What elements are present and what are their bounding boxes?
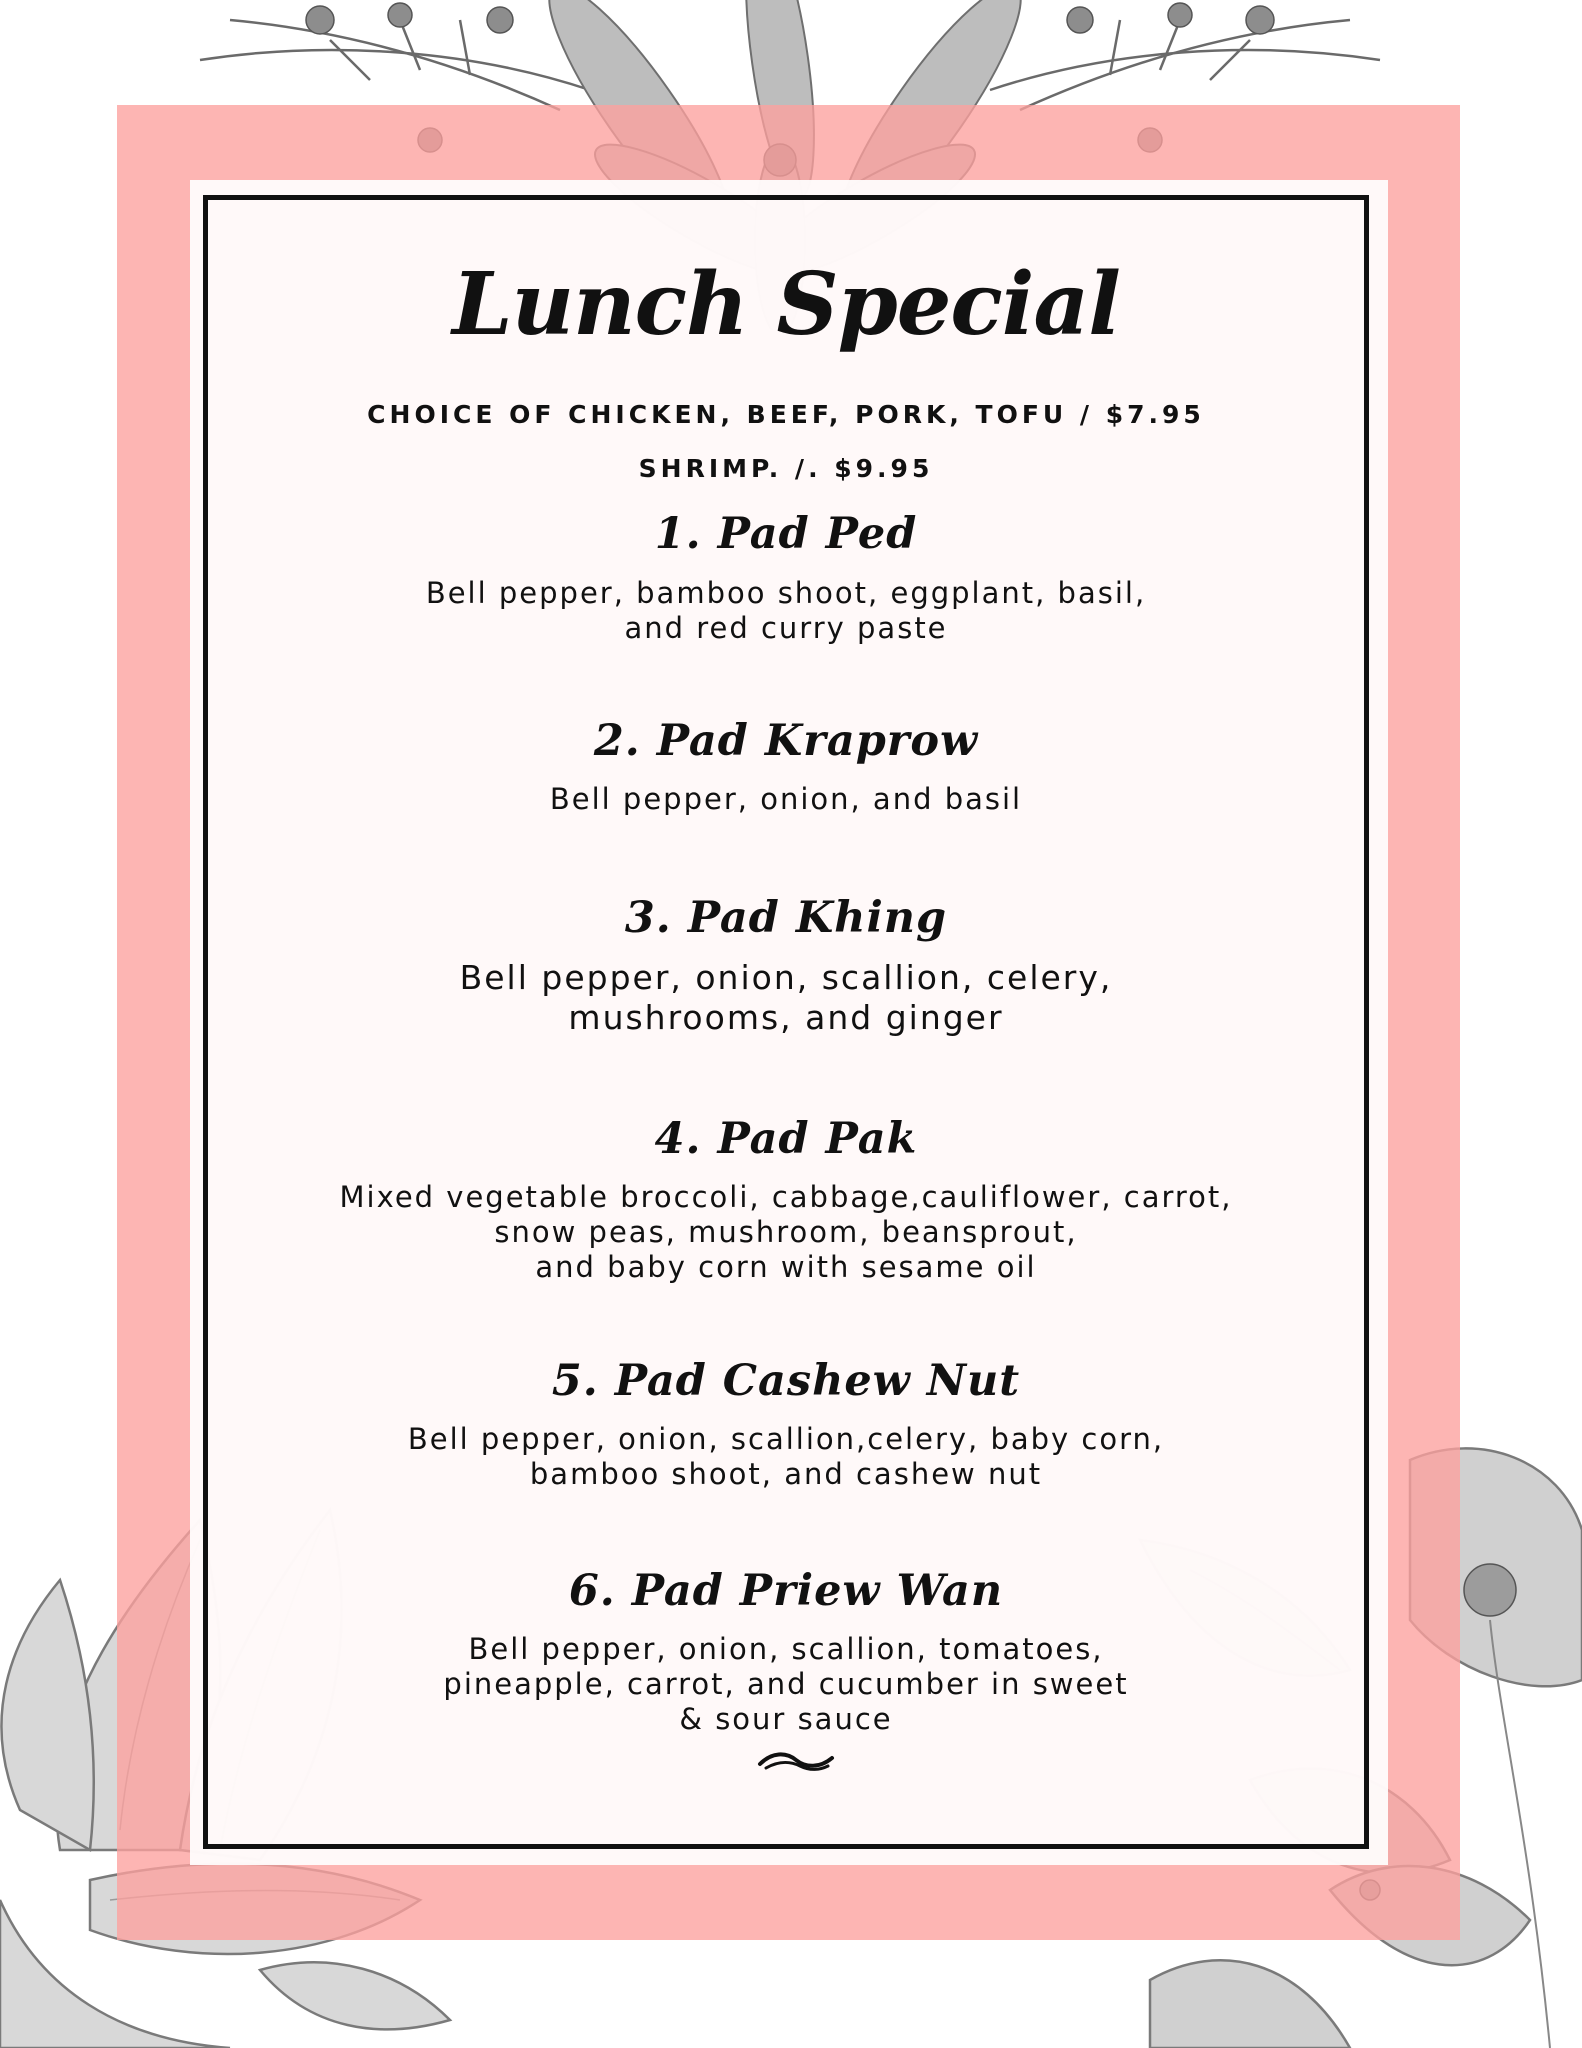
- menu-item-3-description: Bell pepper, onion, scallion, celery, mushrooms, and ginger: [459, 958, 1113, 1037]
- menu-item-6-description: Bell pepper, onion, scallion, tomatoes, pineapple, carrot, and cucumber in sweet & sour sauce: [443, 1632, 1129, 1736]
- menu-item-6-name: 6. Pad Priew Wan: [568, 1566, 1004, 1616]
- price-line-main: CHOICE OF CHICKEN, BEEF, PORK, TOFU / $7.95: [367, 400, 1205, 429]
- menu-item-5-description: Bell pepper, onion, scallion,celery, baby corn, bamboo shoot, and cashew nut: [407, 1422, 1165, 1491]
- menu-item-5-name: 5. Pad Cashew Nut: [551, 1356, 1021, 1406]
- menu-item-1-name: 1. Pad Ped: [654, 509, 918, 559]
- menu-item-4-description: Mixed vegetable broccoli, cabbage,cauliflower, carrot, snow peas, mushroom, beansprout, and baby corn with sesame oil: [339, 1180, 1233, 1284]
- menu-item-3-name: 3. Pad Khing: [624, 893, 948, 943]
- price-line-shrimp: SHRIMP. /. $9.95: [638, 454, 934, 483]
- page-title: Lunch Special: [452, 254, 1120, 355]
- menu-item-4-name: 4. Pad Pak: [654, 1114, 918, 1164]
- menu-item-1-description: Bell pepper, bamboo shoot, eggplant, basil, and red curry paste: [425, 576, 1147, 645]
- menu-item-2-description: Bell pepper, onion, and basil: [549, 782, 1023, 816]
- menu-item-2-name: 2. Pad Kraprow: [593, 716, 979, 766]
- swirl-ornament-icon: [756, 1750, 836, 1774]
